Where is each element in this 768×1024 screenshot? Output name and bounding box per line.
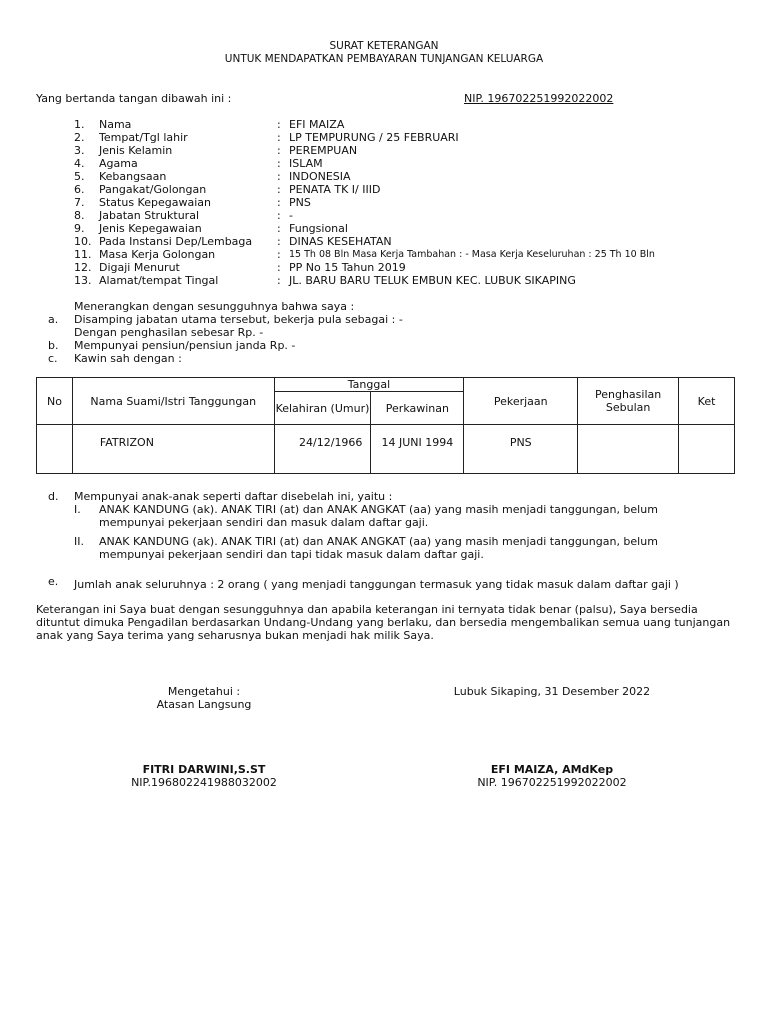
- field-value: PEREMPUAN: [289, 144, 358, 157]
- header-job: Pekerjaan: [464, 378, 578, 425]
- closing-line-2: dituntut dimuka Pengadilan berdasarkan Undang-Undang yang berlaku, dan bersedia mengembalikan semua uang tunjangan: [36, 616, 731, 629]
- header-no: No: [37, 378, 73, 425]
- header-note: Ket: [679, 378, 735, 425]
- field-value: 15 Th 08 Bln Masa Kerja Tambahan : - Masa Kerja Keseluruhan : 25 Th 10 Bln: [289, 249, 655, 260]
- field-separator: :: [277, 131, 281, 144]
- field-separator: :: [277, 222, 281, 235]
- field-value: INDONESIA: [289, 170, 351, 183]
- field-label: Tempat/Tgl lahir: [99, 131, 188, 144]
- field-label: Kebangsaan: [99, 170, 167, 183]
- item-a-text: Disamping jabatan utama tersebut, bekerja pula sebagai : -: [74, 313, 403, 326]
- field-number: 1.: [74, 118, 85, 131]
- row-birth: 24/12/1966: [274, 425, 371, 474]
- item-e-text: Jumlah anak seluruhnya : 2 orang ( yang menjadi tanggungan termasuk yang tidak masuk dalam daftar gaji ): [74, 578, 679, 591]
- supervisor-title: Atasan Langsung: [156, 698, 252, 711]
- field-number: 3.: [74, 144, 85, 157]
- field-value: PENATA TK I/ IIID: [289, 183, 381, 196]
- field-label: Digaji Menurut: [99, 261, 180, 274]
- header-tanggal: Tanggal: [274, 378, 464, 392]
- signer-nip: NIP. 196702251992022002: [464, 92, 614, 105]
- supervisor-name: FITRI DARWINI,S.ST: [142, 763, 266, 776]
- field-label: Alamat/tempat Tingal: [99, 274, 219, 287]
- field-separator: :: [277, 235, 281, 248]
- field-value: -: [289, 209, 293, 222]
- field-label: Status Kepegawaian: [99, 196, 211, 209]
- signer-intro: Yang bertanda tangan dibawah ini :: [36, 92, 232, 105]
- field-number: 4.: [74, 157, 85, 170]
- roman-i-line1: ANAK KANDUNG (ak). ANAK TIRI (at) dan ANAK ANGKAT (aa) yang masih menjadi tanggungan, belum: [99, 503, 658, 516]
- header-income: Penghasilan Sebulan: [578, 378, 679, 425]
- supervisor-label: Mengetahui :: [167, 685, 241, 698]
- field-separator: :: [277, 170, 281, 183]
- row-income: [578, 425, 679, 474]
- row-job: PNS: [464, 425, 578, 474]
- roman-i: I.: [74, 503, 81, 516]
- field-value: DINAS KESEHATAN: [289, 235, 392, 248]
- field-label: Agama: [99, 157, 138, 170]
- field-separator: :: [277, 183, 281, 196]
- roman-ii: II.: [74, 535, 84, 548]
- field-label: Jabatan Struktural: [99, 209, 199, 222]
- field-label: Pangakat/Golongan: [99, 183, 207, 196]
- row-name: FATRIZON: [72, 425, 274, 474]
- declaration-intro: Menerangkan dengan sesungguhnya bahwa saya :: [74, 300, 355, 313]
- field-label: Jenis Kelamin: [99, 144, 173, 157]
- item-d-letter: d.: [48, 490, 59, 503]
- header-birth: Kelahiran (Umur): [274, 392, 371, 425]
- item-a-income: Dengan penghasilan sebesar Rp. -: [74, 326, 264, 339]
- roman-i-line2: mempunyai pekerjaan sendiri dan masuk dalam daftar gaji.: [99, 516, 429, 529]
- field-value: PP No 15 Tahun 2019: [289, 261, 406, 274]
- table-row: [37, 425, 735, 474]
- item-b-text: Mempunyai pensiun/pensiun janda Rp. -: [74, 339, 296, 352]
- field-value: LP TEMPURUNG / 25 FEBRUARI: [289, 131, 459, 144]
- field-separator: :: [277, 209, 281, 222]
- item-a-letter: a.: [48, 313, 59, 326]
- field-number: 7.: [74, 196, 85, 209]
- field-separator: :: [277, 196, 281, 209]
- roman-ii-line1: ANAK KANDUNG (ak). ANAK TIRI (at) dan ANAK ANGKAT (aa) yang masih menjadi tanggungan, belum: [99, 535, 658, 548]
- field-separator: :: [277, 144, 281, 157]
- item-c-text: Kawin sah dengan :: [74, 352, 182, 365]
- document-title: SURAT KETERANGAN: [329, 40, 439, 52]
- field-label: Masa Kerja Golongan: [99, 248, 216, 261]
- field-number: 9.: [74, 222, 85, 235]
- employee-name: EFI MAIZA, AMdKep: [490, 763, 614, 776]
- header-name: Nama Suami/Istri Tanggungan: [72, 378, 274, 425]
- closing-line-1: Keterangan ini Saya buat dengan sesungguhnya dan apabila keterangan ini ternyata tidak benar (palsu), Saya bersedia: [36, 603, 698, 616]
- item-e-letter: e.: [48, 575, 59, 588]
- field-value: EFI MAIZA: [289, 118, 345, 131]
- item-b-letter: b.: [48, 339, 59, 352]
- field-separator: :: [277, 157, 281, 170]
- place-date: Lubuk Sikaping, 31 Desember 2022: [453, 685, 651, 698]
- row-no: [37, 425, 73, 474]
- field-separator: :: [277, 248, 281, 261]
- field-number: 12.: [74, 261, 92, 274]
- row-marriage: 14 JUNI 1994: [371, 425, 464, 474]
- supervisor-nip: NIP.196802241988032002: [131, 776, 277, 789]
- field-number: 5.: [74, 170, 85, 183]
- field-label: Pada Instansi Dep/Lembaga: [99, 235, 253, 248]
- roman-ii-line2: mempunyai pekerjaan sendiri dan tapi tidak masuk dalam daftar gaji.: [99, 548, 484, 561]
- header-marriage: Perkawinan: [371, 392, 464, 425]
- field-value: JL. BARU BARU TELUK EMBUN KEC. LUBUK SIKAPING: [289, 274, 576, 287]
- closing-line-3: anak yang Saya terima yang seharusnya bukan menjadi hak milik Saya.: [36, 629, 434, 642]
- field-separator: :: [277, 274, 281, 287]
- item-d-text: Mempunyai anak-anak seperti daftar disebelah ini, yaitu :: [74, 490, 393, 503]
- item-c-letter: c.: [48, 352, 58, 365]
- field-value: Fungsional: [289, 222, 348, 235]
- field-number: 2.: [74, 131, 85, 144]
- row-note: [679, 425, 735, 474]
- employee-nip: NIP. 196702251992022002: [477, 776, 627, 789]
- spouse-table: [36, 377, 735, 474]
- field-number: 13.: [74, 274, 92, 287]
- document-subtitle: UNTUK MENDAPATKAN PEMBAYARAN TUNJANGAN KELUARGA: [224, 53, 544, 65]
- field-separator: :: [277, 261, 281, 274]
- field-label: Nama: [99, 118, 132, 131]
- field-number: 10.: [74, 235, 92, 248]
- field-number: 8.: [74, 209, 85, 222]
- field-label: Jenis Kepegawaian: [99, 222, 202, 235]
- field-number: 11.: [74, 248, 92, 261]
- field-number: 6.: [74, 183, 85, 196]
- field-value: PNS: [289, 196, 311, 209]
- field-value: ISLAM: [289, 157, 323, 170]
- field-separator: :: [277, 118, 281, 131]
